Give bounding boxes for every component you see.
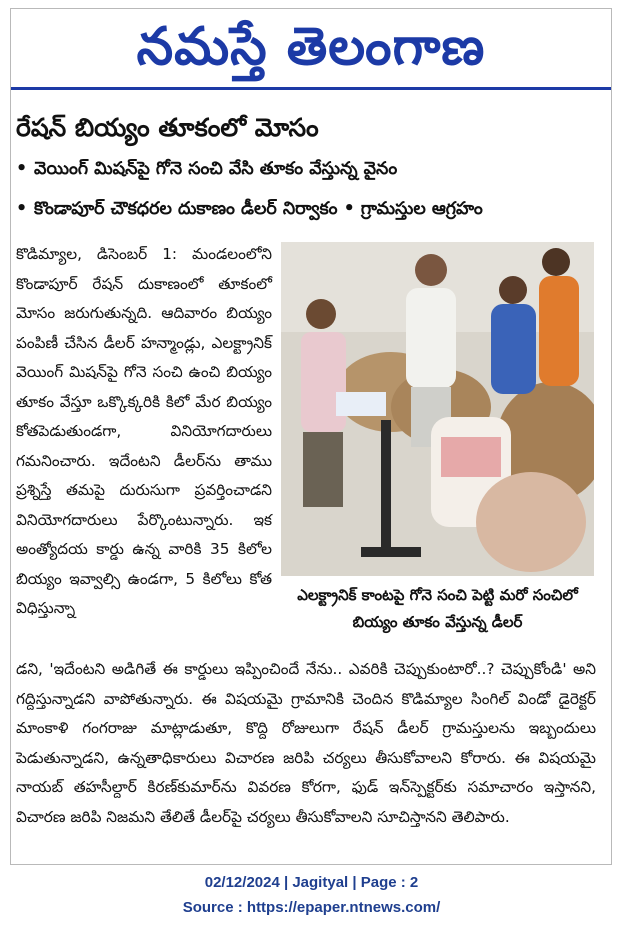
bullet-1: • xyxy=(16,159,28,179)
full-paragraph: డని, 'ఇదేంటని అడిగితే ఈ కార్డులు ఇప్పించిందే నేను.. ఎవరికి చెప్పుకుంటారో..? చెప్పుకోండి' అని గద్దిస్తున్నాడని వాపోతున్నారు. ఈ విషయమై గ్రామానికి చెందిన కొడిమ్యాల సింగిల్ విండో డైరెక్టర్ మాంకాళి గంగరాజు మాట్లాడుతూ, కొద్ది రోజులుగా రేషన్ డీలర్ గ్రామస్తులను ఇబ్బందులు పెడుతున్నాడని, ఉన్నతాధికారులు విచారణ జరిపి చర్యలు తీసుకోవాలని కోరారు. ఈ విషయమై నాయబ్ తహసీల్దార్ కిరణ్‌కుమార్‌ను వివరణ కోరగా, ఫుడ్ ఇన్‌స్పెక్టర్‌కు సమాచారం ఇస్తానని, విచారణ జరిపి నిజమని తేలితే డీలర్‌పై చర్యలు తీసుకోవాలని సూచిస్తానని తెలిపారు. xyxy=(16,660,596,826)
masthead-title: నమస్తే తెలంగాణ xyxy=(136,16,486,77)
article-headline: రేషన్ బియ్యం తూకంలో మోసం xyxy=(16,113,319,142)
article-column-text xyxy=(16,240,272,624)
footer-meta: 02/12/2024 | Jagityal | Page : 2 xyxy=(204,874,419,891)
subhead-2 xyxy=(16,197,483,221)
subhead-1-text: వెయింగ్ మిషన్‌పై గోనె సంచి వేసి తూకం వేస్తున్న వైనం xyxy=(34,159,398,179)
masthead-rule xyxy=(11,87,611,90)
subhead-1 xyxy=(16,157,397,181)
footer-source-link[interactable]: Source : https://epaper.ntnews.com/ xyxy=(182,899,441,916)
news-photo xyxy=(281,242,594,576)
photo-illustration xyxy=(281,242,594,576)
subhead-2-text: కొండాపూర్ చౌకధరల దుకాణం డీలర్ నిర్వాకం • గ్రామస్తుల ఆగ్రహం xyxy=(34,199,483,219)
column-paragraph: కొడిమ్యాల, డిసెంబర్ 1: మండలంలోని కొండాపూర్ రేషన్ దుకాణంలో తూకంలో మోసం జరుగుతున్నది. ఆదివారం బియ్యం పంపిణీ చేసిన డీలర్ హన్మాండ్లు, ఎలక్ట్రానిక్ వెయింగ్ మిషన్‌పై గోనె సంచి ఉంచి బియ్యం తూకం వేస్తూ ఒక్కొక్కరికి కిలో మేర బియ్యం కోతపెడుతుండగా, వినియోగదారులు గమనించారు. ఇదేంటని డీలర్‌ను తాము ప్రశ్నిస్తే తమపై దురుసుగా ప్రవర్తించాడని వినియోగదారులు పేర్కొంటున్నారు. ఇక అంత్యోదయ కార్డు ఉన్న వారికి 35 కిలోల బియ్యం ఇవ్వాల్సి ఉండగా, 5 కిలోలు కోత విధిస్తున్నా xyxy=(16,245,272,617)
article-full-text xyxy=(16,655,596,832)
bullet-2: • xyxy=(16,199,28,219)
photo-caption: ఎలక్ట్రానిక్ కాంటపై గోనె సంచి పెట్టి మరో సంచిలో బియ్యం తూకం వేస్తున్న డీలర్ xyxy=(297,586,578,631)
